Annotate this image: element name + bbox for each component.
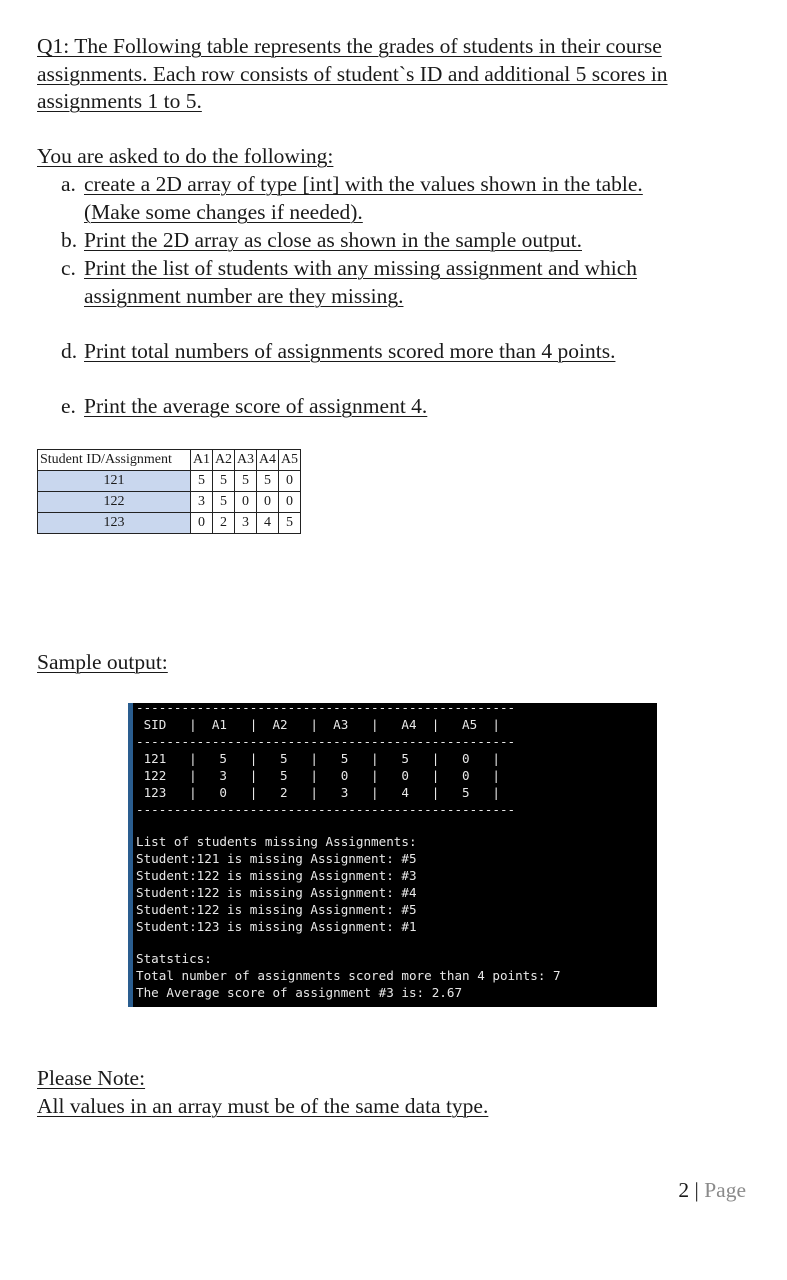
score-cell: 3 — [191, 492, 213, 513]
student-id-cell: 123 — [38, 513, 191, 534]
score-cell: 0 — [257, 492, 279, 513]
score-cell: 2 — [213, 513, 235, 534]
student-id-cell: 121 — [38, 471, 191, 492]
console-left-edge — [128, 703, 133, 1007]
console-table-output: -------------------------------------------------- SID | A1 | A2 | A3 | A4 | A5 | -------------------------------------------------- 121 | 5 | 5 | 5 | 5 | 0 | 122 | 3 | 5 | 0 | 0 | 0 | 123 | 0 | 2 | 3 | 4 | 5 | -------------------------------------------------- — [136, 703, 516, 817]
console-line: The Average score of assignment #3 is: 2.67 — [136, 985, 463, 1000]
task-text: create a 2D array of type [int] with the values shown in the table. — [84, 172, 643, 196]
task-a-continuation — [61, 199, 363, 227]
student-id-cell: 122 — [38, 492, 191, 513]
task-c-continuation — [61, 283, 403, 311]
task-c — [61, 255, 637, 283]
score-cell: 5 — [257, 471, 279, 492]
task-label: d. — [61, 339, 78, 363]
console-line: List of students missing Assignments: — [136, 834, 417, 849]
task-text: Print the 2D array as close as shown in the sample output. — [84, 228, 582, 252]
score-cell: 5 — [235, 471, 257, 492]
score-cell: 0 — [279, 492, 301, 513]
console-statistics — [136, 950, 561, 1001]
sample-output-title: Sample output: — [37, 650, 168, 674]
question-text: Q1: The Following table represents the grades of students in their course assignments. Each row consists of student`s ID and additional 5 scores in assignments 1 to 5. — [37, 34, 668, 113]
console-missing-list — [136, 833, 417, 935]
console-line: Student:122 is missing Assignment: #5 — [136, 902, 417, 917]
instructions-title: You are asked to do the following: — [37, 144, 334, 168]
note-text: All values in an array must be of the same data type. — [37, 1094, 489, 1118]
task-label: e. — [61, 394, 76, 418]
header-cell: A5 — [279, 450, 301, 471]
console-line: Student:122 is missing Assignment: #3 — [136, 868, 417, 883]
score-cell: 0 — [279, 471, 301, 492]
score-cell: 3 — [235, 513, 257, 534]
note-title: Please Note: — [37, 1066, 146, 1090]
header-cell: Student ID/Assignment — [38, 450, 191, 471]
task-text: Print the average score of assignment 4. — [84, 394, 428, 418]
score-cell: 0 — [235, 492, 257, 513]
page-number: 2 — [678, 1178, 690, 1202]
header-cell: A4 — [257, 450, 279, 471]
score-cell: 4 — [257, 513, 279, 534]
console-line: Student:123 is missing Assignment: #1 — [136, 919, 417, 934]
task-b — [61, 227, 582, 255]
score-cell: 5 — [213, 471, 235, 492]
console-screenshot — [128, 703, 657, 1007]
task-text: Print the list of students with any missing assignment and which — [84, 256, 637, 280]
console-line: Student:122 is missing Assignment: #4 — [136, 885, 417, 900]
page-label: Page — [704, 1178, 746, 1202]
console-line: Statstics: — [136, 951, 212, 966]
score-cell: 5 — [279, 513, 301, 534]
task-label: c. — [61, 256, 76, 280]
score-cell: 5 — [213, 492, 235, 513]
task-label: b. — [61, 228, 78, 252]
score-cell: 0 — [191, 513, 213, 534]
header-cell: A2 — [213, 450, 235, 471]
task-d — [61, 338, 615, 366]
table-row — [38, 471, 301, 492]
page-separator: | — [689, 1178, 705, 1202]
task-text: Print total numbers of assignments scored more than 4 points. — [84, 339, 616, 363]
grade-table — [37, 449, 301, 534]
table-row — [38, 513, 301, 534]
console-line: Total number of assignments scored more than 4 points: 7 — [136, 968, 561, 983]
task-a — [61, 171, 643, 199]
header-cell: A1 — [191, 450, 213, 471]
console-line: Student:121 is missing Assignment: #5 — [136, 851, 417, 866]
task-label: a. — [61, 172, 76, 196]
task-e — [61, 393, 427, 421]
task-text: (Make some changes if needed). — [84, 200, 363, 224]
table-row — [38, 492, 301, 513]
task-text: assignment number are they missing. — [84, 284, 404, 308]
grade-table-header — [38, 450, 301, 471]
score-cell: 5 — [191, 471, 213, 492]
page-footer — [678, 1178, 746, 1203]
header-cell: A3 — [235, 450, 257, 471]
